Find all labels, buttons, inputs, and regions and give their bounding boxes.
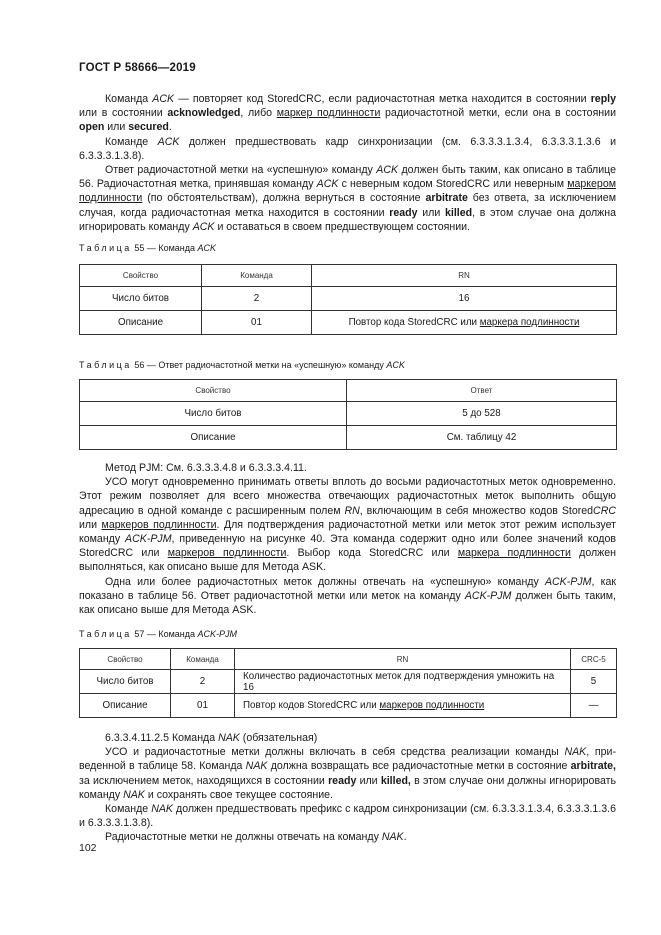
table-row: Число битов 2 16 <box>80 287 617 311</box>
table-55 <box>79 264 617 335</box>
paragraph-ack-sync: Команде ACK должен предшествовать кадр синхронизации (см. 6.3.3.3.1.3.4, 6.3.3.3.1.3.6 и 6.3.3.3.1.3.8). <box>79 135 616 162</box>
table-56-caption: Таблица 56 — Ответ радиочастотной метки на «успешную» команду ACK <box>79 360 405 370</box>
text-block-1 <box>79 92 616 234</box>
table-row: Число битов 2 Количество радиочастотных меток для подтверждения умножить на 16 5 <box>80 670 617 694</box>
table-57 <box>79 648 617 718</box>
text-block-3 <box>79 731 616 845</box>
paragraph-pjm-response: Одна или более радиочастотных меток должны отвечать на «успешную» команду ACK-PJM, как показано в таблице 56. Ответ радиочастотной метки или меток на команду ACK-PJM должен быть таким, как описано выше для Метода ASK. <box>79 575 616 617</box>
page-number: 102 <box>79 842 97 854</box>
paragraph-ack-definition: Команда ACK — повторяет код StoredCRC, если радиочастотная метка находится в состоянии reply или в состоянии acknowledged, либо маркер подлинности радиочастотной метки, если она в состоянии open или secured. <box>79 93 617 134</box>
table-header-row: Свойство Команда RN <box>80 265 617 287</box>
paragraph-nak-definition: УСО и радиочастотные метки должны включать в себя средства реализации команды NAK, приведенной в таблице 58. Команда NAK должна возвращать все радиочастотные метки в состояние arbitrate, за исключением меток, находящихся в состоянии ready или killed, в этом случае они должны игнорировать команду NAK и сохранять свое текущее состояние. <box>79 746 616 801</box>
table-row: Описание 01 Повтор кодов StoredCRC или маркеров подлинности — <box>80 694 617 718</box>
table-57-caption: Таблица 57 — Команда ACK-PJM <box>79 629 238 639</box>
table-row: Число битов 5 до 528 <box>80 402 617 426</box>
section-heading-nak: 6.3.3.4.11.2.5 Команда NAK (обязательная) <box>105 732 318 744</box>
table-header-row: Свойство Команда RN CRC-5 <box>80 649 617 670</box>
paragraph-nak-sync: Команде NAK должен предшествовать префикс с кадром синхронизации (см. 6.3.3.3.1.3.4, 6.3.3.3.1.3.6 и 6.3.3.3.1.3.8). <box>79 803 616 830</box>
table-55-caption: Таблица 55 — Команда ACK <box>79 243 217 253</box>
paragraph-pjm-description: УСО могут одновременно принимать ответы вплоть до восьми радиочастотных меток одновременно. Этот режим позволяет для всего множества отвечающих радиочастотных меток выполнить общую адресацию в одной команде с расширенным полем RN, включающим в себя множество кодов StoredCRC или маркеров подлинности. Для подтверждения радиочастотной метки или меток этот режим использует команду ACK-PJM, приведенную на рисунке 40. Эта команда содержит одно или более значений кодов StoredCRC или маркеров подлинности. Выбор кода StoredCRC или маркера подлинности должен выполняться, как описано выше для Метода ASK. <box>79 476 617 574</box>
table-row: Описание 01 Повтор кода StoredCRC или маркера подлинности <box>80 311 617 335</box>
table-header-row: Свойство Ответ <box>80 380 617 402</box>
text-block-2 <box>79 461 616 617</box>
paragraph-pjm-method: Метод PJM: См. 6.3.3.3.4.8 и 6.3.3.3.4.11. <box>105 462 307 474</box>
paragraph-ack-response: Ответ радиочастотной метки на «успешную» команду ACK должен быть таким, как описано в таблице 56. Радиочастотная метка, принявшая команду ACK с неверным кодом StoredCRC или неверным маркером подлинности (по обстоятельствам), должна вернуться в состояние arbitrate без ответа, за исключением случая, когда радиочастотная метка находится в состоянии ready или killed, в этом случае она должна игнорировать команду ACK и оставаться в своем предшествующем состоянии. <box>79 164 616 233</box>
table-row: Описание См. таблицу 42 <box>80 426 617 450</box>
table-56 <box>79 379 617 450</box>
paragraph-nak-no-reply: Радиочастотные метки не должны отвечать на команду NAK. <box>105 831 407 844</box>
document-header: ГОСТ Р 58666—2019 <box>79 62 196 74</box>
